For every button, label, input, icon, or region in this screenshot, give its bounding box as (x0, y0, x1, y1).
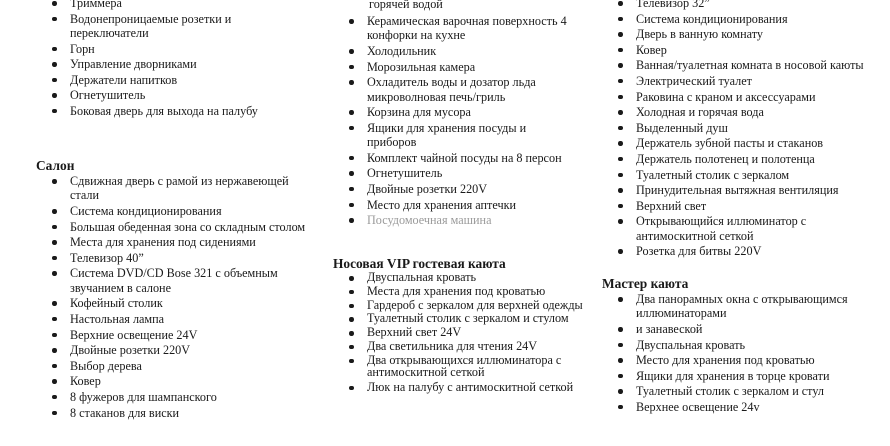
list-item: Ящики для хранения посуды и приборов (333, 121, 577, 150)
list-item: Ящики для хранения в торце кровати (602, 369, 890, 383)
col2-top-list (333, 14, 595, 229)
list-item: Дверь в ванную комнату (602, 27, 890, 41)
list-item: Держатели напитков (36, 73, 336, 87)
list-item: Горн (36, 42, 336, 56)
list-item: Система кондиционирования (36, 204, 336, 218)
list-item: Морозильная камера (333, 60, 595, 74)
list-item: Выбор дерева (36, 359, 336, 373)
list-item: Верхний свет 24V (333, 326, 595, 339)
list-item: Раковина с краном и аксессуарами (602, 90, 890, 104)
list-item: Настольная лампа (36, 312, 336, 326)
list-item: Держатель зубной пасты и стаканов (602, 136, 890, 150)
list-item: Большая обеденная зона со складным столом (36, 220, 336, 234)
salon-title: Салон (36, 158, 75, 173)
list-item: Комплект чайной посуды на 8 персон (333, 151, 595, 165)
list-item: Охладитель воды и дозатор льда микроволновая печь/гриль (333, 75, 602, 104)
list-item: 8 фужеров для шампанского (36, 390, 336, 404)
vip-cabin-list (333, 271, 595, 395)
list-item: Посудомоечная машина (333, 213, 595, 227)
list-item: Два открывающихся иллюминатора с антимоскитной сеткой (333, 354, 582, 379)
salon-list (36, 174, 336, 421)
list-item: Два светильника для чтения 24V (333, 340, 595, 353)
list-item: Место для хранения аптечки (333, 198, 595, 212)
list-item: Электрический туалет (602, 74, 890, 88)
list-item: Двойные розетки 220V (333, 182, 595, 196)
list-item: Ковер (602, 43, 890, 57)
list-item: Места для хранения под сидениями (36, 235, 336, 249)
list-item: Два панорамных окна с открывающимся иллюминаторами (602, 292, 856, 321)
list-item: Держатель полотенец и полотенца (602, 152, 890, 166)
list-item: Туалетный столик с зеркалом (602, 168, 890, 182)
master-cabin-title: Мастер каюта (602, 276, 689, 291)
master-cabin-list (602, 292, 890, 416)
list-item: Корзина для мусора (333, 105, 595, 119)
list-item: Огнетушитель (36, 88, 336, 102)
list-item: Места для хранения под кроватью (333, 285, 595, 298)
col1-top-list (36, 0, 336, 120)
list-item: Телевизор 40” (36, 251, 336, 265)
list-item: Розетка для битвы 220V (602, 244, 890, 258)
list-item: Верхний свет (602, 199, 890, 213)
list-item: Кофейный столик (36, 296, 336, 310)
list-item: Место для хранения под кроватью (602, 353, 890, 367)
list-item: Верхнее освещение 24v (602, 400, 890, 414)
list-item: Выделенный душ (602, 121, 890, 135)
col3-top-list (602, 0, 890, 260)
list-item: Триммера (36, 0, 336, 10)
list-item: Ванная/туалетная комната в носовой каюты (602, 58, 868, 72)
list-item: Туалетный столик с зеркалом и стул (602, 384, 890, 398)
list-item: Двуспальная кровать (602, 338, 890, 352)
continued-text: горячей водой (369, 0, 443, 11)
vip-cabin-title: Носовая VIP гостевая каюта (333, 256, 506, 271)
list-item: Ковер (36, 374, 336, 388)
list-item: Управление дворниками (36, 57, 336, 71)
list-item: Принудительная вытяжная вентиляция (602, 183, 890, 197)
list-item: Система DVD/CD Bose 321 с объемным звучанием в салоне (36, 266, 302, 295)
list-item: Система кондиционирования (602, 12, 890, 26)
list-item: Двойные розетки 220V (36, 343, 336, 357)
list-item: Туалетный столик с зеркалом и стулом (333, 312, 595, 325)
list-item: 8 стаканов для виски (36, 406, 336, 420)
list-item: Боковая дверь для выхода на палубу (36, 104, 336, 118)
list-item: Керамическая варочная поверхность 4 конфорки на кухне (333, 14, 602, 43)
list-item: Двуспальная кровать (333, 271, 595, 284)
list-item: Верхние освещение 24V (36, 328, 336, 342)
list-item: и занавеской (602, 322, 890, 336)
list-item: Холодная и горячая вода (602, 105, 890, 119)
list-item: Водонепроницаемые розетки и переключатели (36, 12, 280, 41)
list-item: Сдвижная дверь с рамой из нержавеющей стали (36, 174, 302, 203)
list-item: Телевизор 32” (602, 0, 890, 10)
list-item: Огнетушитель (333, 166, 595, 180)
list-item: Открывающийся иллюминатор с антимоскитной сеткой (602, 214, 856, 243)
list-item: Люк на палубу с антимоскитной сеткой (333, 381, 595, 394)
list-item: Холодильник (333, 44, 595, 58)
list-item: Гардероб с зеркалом для верхней одежды (333, 299, 592, 312)
